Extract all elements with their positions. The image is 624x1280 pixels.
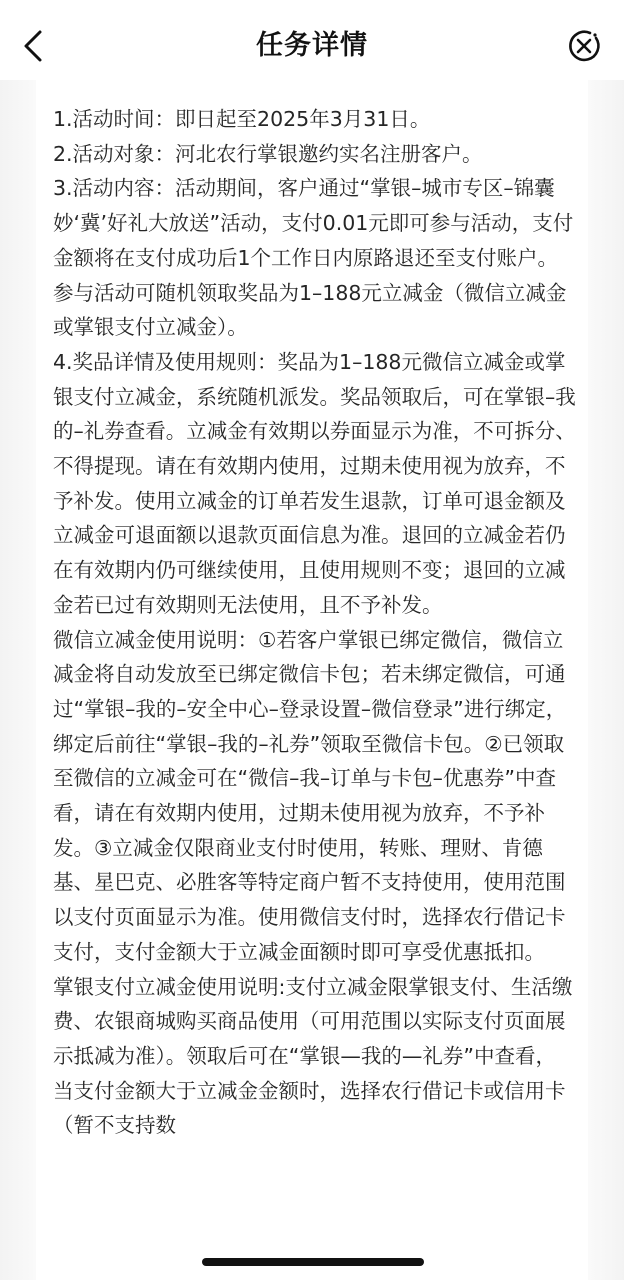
rule-paragraph-app-pay: 掌银支付立减金使用说明:支付立减金限掌银支付、生活缴费、农银商城购买商品使用（可用范围以实际支付页面展示抵减为准）。领取后可在“掌银—我的—礼券”中查看，当支付金额大于立减金金额时，选择农行借记卡或信用卡（暂不支持数 [53, 974, 573, 1138]
right-page-margin [588, 80, 624, 1280]
activity-rules-text [53, 102, 576, 1143]
page-title: 任务详情 [256, 30, 368, 61]
left-page-margin [0, 80, 36, 1280]
rule-paragraph-content: 3.活动内容：活动期间，客户通过“掌银–城市专区–锦囊妙‘冀’好礼大放送”活动，支付0.01元即可参与活动，支付金额将在支付成功后1个工作日内原路退还至支付账户。参与活动可随机领取奖品为1–188元立减金（微信立减金或掌银支付立减金）。 [53, 176, 574, 340]
nav-bar [0, 0, 624, 90]
rule-paragraph-wechat: 微信立减金使用说明：①若客户掌银已绑定微信，微信立减金将自动发放至已绑定微信卡包；若未绑定微信，可通过“掌银–我的–安全中心–登录设置–微信登录”进行绑定，绑定后前往“掌银–我的–礼券”领取至微信卡包。②已领取至微信的立减金可在“微信–我–订单与卡包–优惠券”中查看，请在有效期内使用，过期未使用视为放弃，不予补发。③立减金仅限商业支付时使用，转账、理财、肯德基、星巴克、必胜客等特定商户暂不支持使用，使用范围以支付页面显示为准。使用微信支付时，选择农行借记卡支付，支付金额大于立减金面额时即可享受优惠抵扣。 [53, 627, 567, 964]
close-circle-icon [566, 28, 602, 64]
home-indicator[interactable] [202, 1258, 424, 1266]
rule-paragraph-audience: 2.活动对象：河北农行掌银邀约实名注册客户。 [53, 141, 483, 166]
rule-paragraph-time: 1.活动时间：即日起至2025年3月31日。 [53, 107, 431, 131]
rule-paragraph-prize: 4.奖品详情及使用规则：奖品为1–188元微信立减金或掌银支付立减金，系统随机派发。奖品领取后，可在掌银–我的–礼券查看。立减金有效期以券面显示为准，不可拆分、不得提现。请在有效期内使用，过期未使用视为放弃，不予补发。使用立减金的订单若发生退款，订单可退金额及立减金可退面额以退款页面信息为准。退回的立减金若仍在有效期内仍可继续使用，且使用规则不变；退回的立减金若已过有效期则无法使用，且不予补发。 [53, 349, 576, 617]
close-button[interactable] [566, 28, 602, 64]
rules-content[interactable] [36, 80, 588, 1280]
